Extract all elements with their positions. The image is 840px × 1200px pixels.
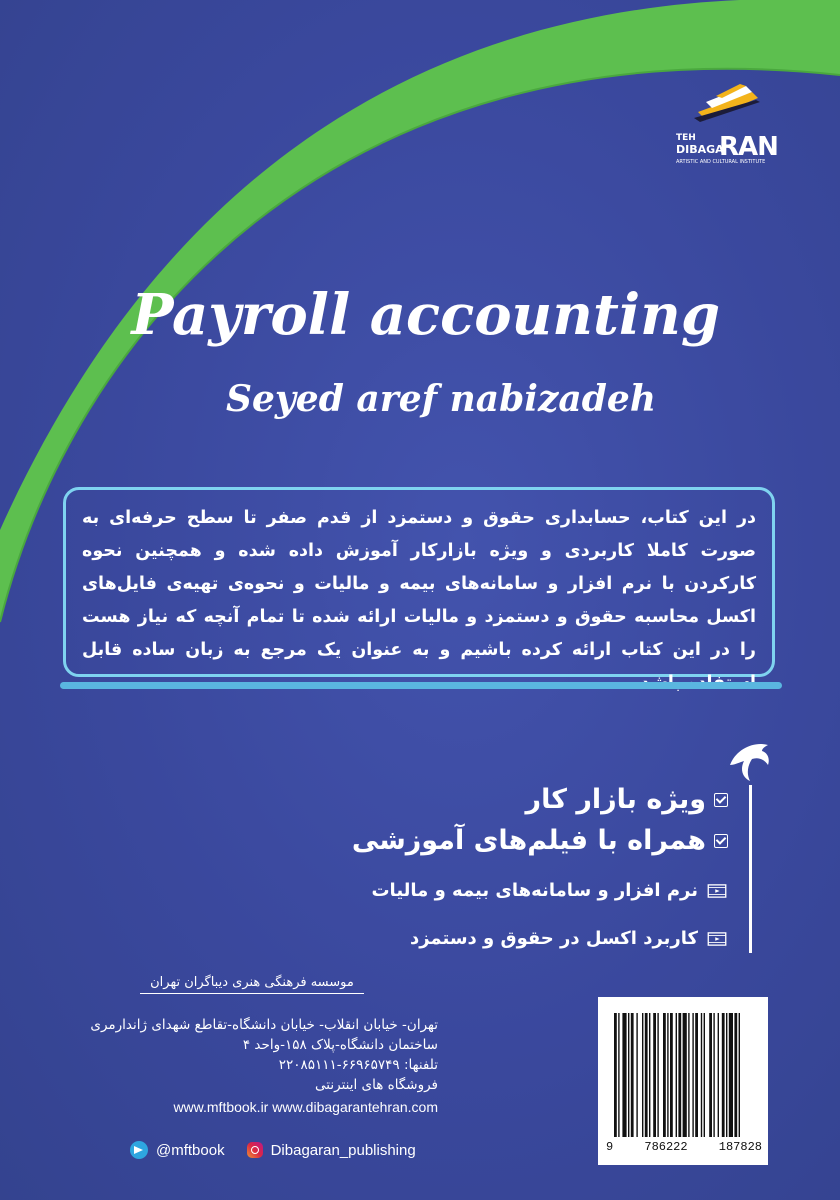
barcode-bar bbox=[678, 1013, 681, 1137]
barcode-bar bbox=[645, 1013, 648, 1137]
barcode-bar bbox=[713, 1013, 714, 1137]
feature-item-excel bbox=[410, 928, 728, 949]
feature-item-job-market bbox=[526, 784, 728, 815]
barcode-bar bbox=[692, 1013, 693, 1137]
barcode-bar bbox=[642, 1013, 643, 1137]
barcode-bar bbox=[701, 1013, 702, 1137]
barcode-bar bbox=[622, 1013, 626, 1137]
feature-item-software bbox=[371, 880, 728, 901]
isbn-number bbox=[606, 1140, 762, 1154]
barcode-bar bbox=[683, 1013, 687, 1137]
feature-item-videos bbox=[352, 825, 728, 856]
boat-logo-icon bbox=[676, 72, 766, 132]
feature-vertical-line bbox=[749, 785, 752, 953]
barcode-bar bbox=[649, 1013, 650, 1137]
barcode-bar bbox=[726, 1013, 727, 1137]
divider-line bbox=[60, 682, 782, 689]
publisher-logo bbox=[676, 72, 776, 172]
dolphin-icon bbox=[724, 735, 774, 785]
feature-text: کاربرد اکسل در حقوق و دستمزد bbox=[409, 928, 698, 949]
barcode-bar bbox=[704, 1013, 705, 1137]
logo-ran-text: RAN bbox=[719, 132, 778, 162]
logo-institute-text: ARTISTIC AND CULTURAL INSTITUTE bbox=[676, 159, 766, 165]
barcode-bar bbox=[631, 1013, 634, 1137]
film-icon bbox=[706, 884, 728, 898]
isbn-part-2: 786222 bbox=[644, 1140, 688, 1154]
feature-text: ویژه بازار کار bbox=[525, 784, 706, 815]
social-links bbox=[130, 1141, 416, 1159]
barcode-bar bbox=[618, 1013, 619, 1137]
checkbox-icon bbox=[714, 793, 728, 807]
barcode-bar bbox=[636, 1013, 637, 1137]
barcode-bar bbox=[663, 1013, 666, 1137]
feature-text: همراه با فیلم‌های آموزشی bbox=[351, 825, 706, 856]
book-title: Payroll accounting bbox=[131, 282, 720, 348]
barcode-bar bbox=[695, 1013, 698, 1137]
barcode-bar bbox=[729, 1013, 733, 1137]
barcode-bar bbox=[653, 1013, 656, 1137]
isbn-part-1: 9 bbox=[606, 1140, 614, 1154]
feature-text: نرم افزار و سامانه‌های بیمه و مالیات bbox=[371, 880, 698, 901]
phone-numbers: تلفنها: ۶۶۹۶۵۷۴۹-۲۲۰۸۵۱۱۱ bbox=[278, 1057, 438, 1073]
telegram-handle[interactable]: @mftbook bbox=[156, 1141, 225, 1159]
film-icon bbox=[706, 932, 728, 946]
description-text: در این کتاب، حسابداری حقوق و دستمزد از قدم صفر تا سطح حرفه‌ای به صورت کاملا کاربردی و ویژه بازارکار آموزش داده شده و همچنین نحوه کارکردن با نرم افزار و سامانه‌های بیمه و مالیات و نحوه‌ی تهیه‌ی فایل‌های اکسل محاسبه حقوق و دستمزد و مالیات ارائه شده تا تمام آنچه که نیاز هست را در این کتاب ارائه کرده باشیم و به عنوان یک مرجع به زبان ساده قابل bbox=[82, 508, 756, 660]
telegram-icon bbox=[130, 1141, 148, 1159]
barcode-bar bbox=[657, 1013, 658, 1137]
description-box bbox=[63, 487, 775, 677]
barcode-bar bbox=[739, 1013, 740, 1137]
barcode-bar bbox=[688, 1013, 689, 1137]
website-links[interactable]: www.mftbook.ir www.dibagarantehran.com bbox=[173, 1099, 438, 1115]
barcode-bar bbox=[718, 1013, 719, 1137]
logo-dibaga-text: DIBAGA bbox=[676, 143, 724, 156]
barcode-bar bbox=[676, 1013, 677, 1137]
address-line-2: ساختمان دانشگاه-پلاک ۱۵۸-واحد ۴ bbox=[242, 1037, 438, 1053]
isbn-part-3: 187828 bbox=[718, 1140, 762, 1154]
online-store-label: فروشگاه های اینترنتی bbox=[315, 1077, 438, 1093]
barcode-bar bbox=[667, 1013, 668, 1137]
barcode-bar bbox=[614, 1013, 617, 1137]
barcode-bars bbox=[614, 1013, 752, 1137]
checkbox-icon bbox=[714, 834, 728, 848]
barcode-bar bbox=[670, 1013, 673, 1137]
instagram-icon bbox=[247, 1142, 263, 1158]
address-line-1: تهران- خیابان انقلاب- خیابان دانشگاه-تقاطع شهدای ژاندارمری bbox=[90, 1017, 438, 1033]
logo-teh-text: TEH bbox=[676, 133, 696, 143]
barcode-bar bbox=[628, 1013, 629, 1137]
barcode-bar bbox=[709, 1013, 712, 1137]
instagram-handle[interactable]: Dibagaran_publishing bbox=[270, 1141, 416, 1159]
barcode-bar bbox=[734, 1013, 737, 1137]
barcode-bar bbox=[722, 1013, 725, 1137]
publisher-address bbox=[60, 1015, 438, 1095]
book-author: Seyed aref nabizadeh bbox=[225, 378, 656, 420]
isbn-barcode bbox=[598, 997, 768, 1165]
publisher-name: موسسه فرهنگی هنری دیباگران تهران bbox=[140, 975, 364, 994]
